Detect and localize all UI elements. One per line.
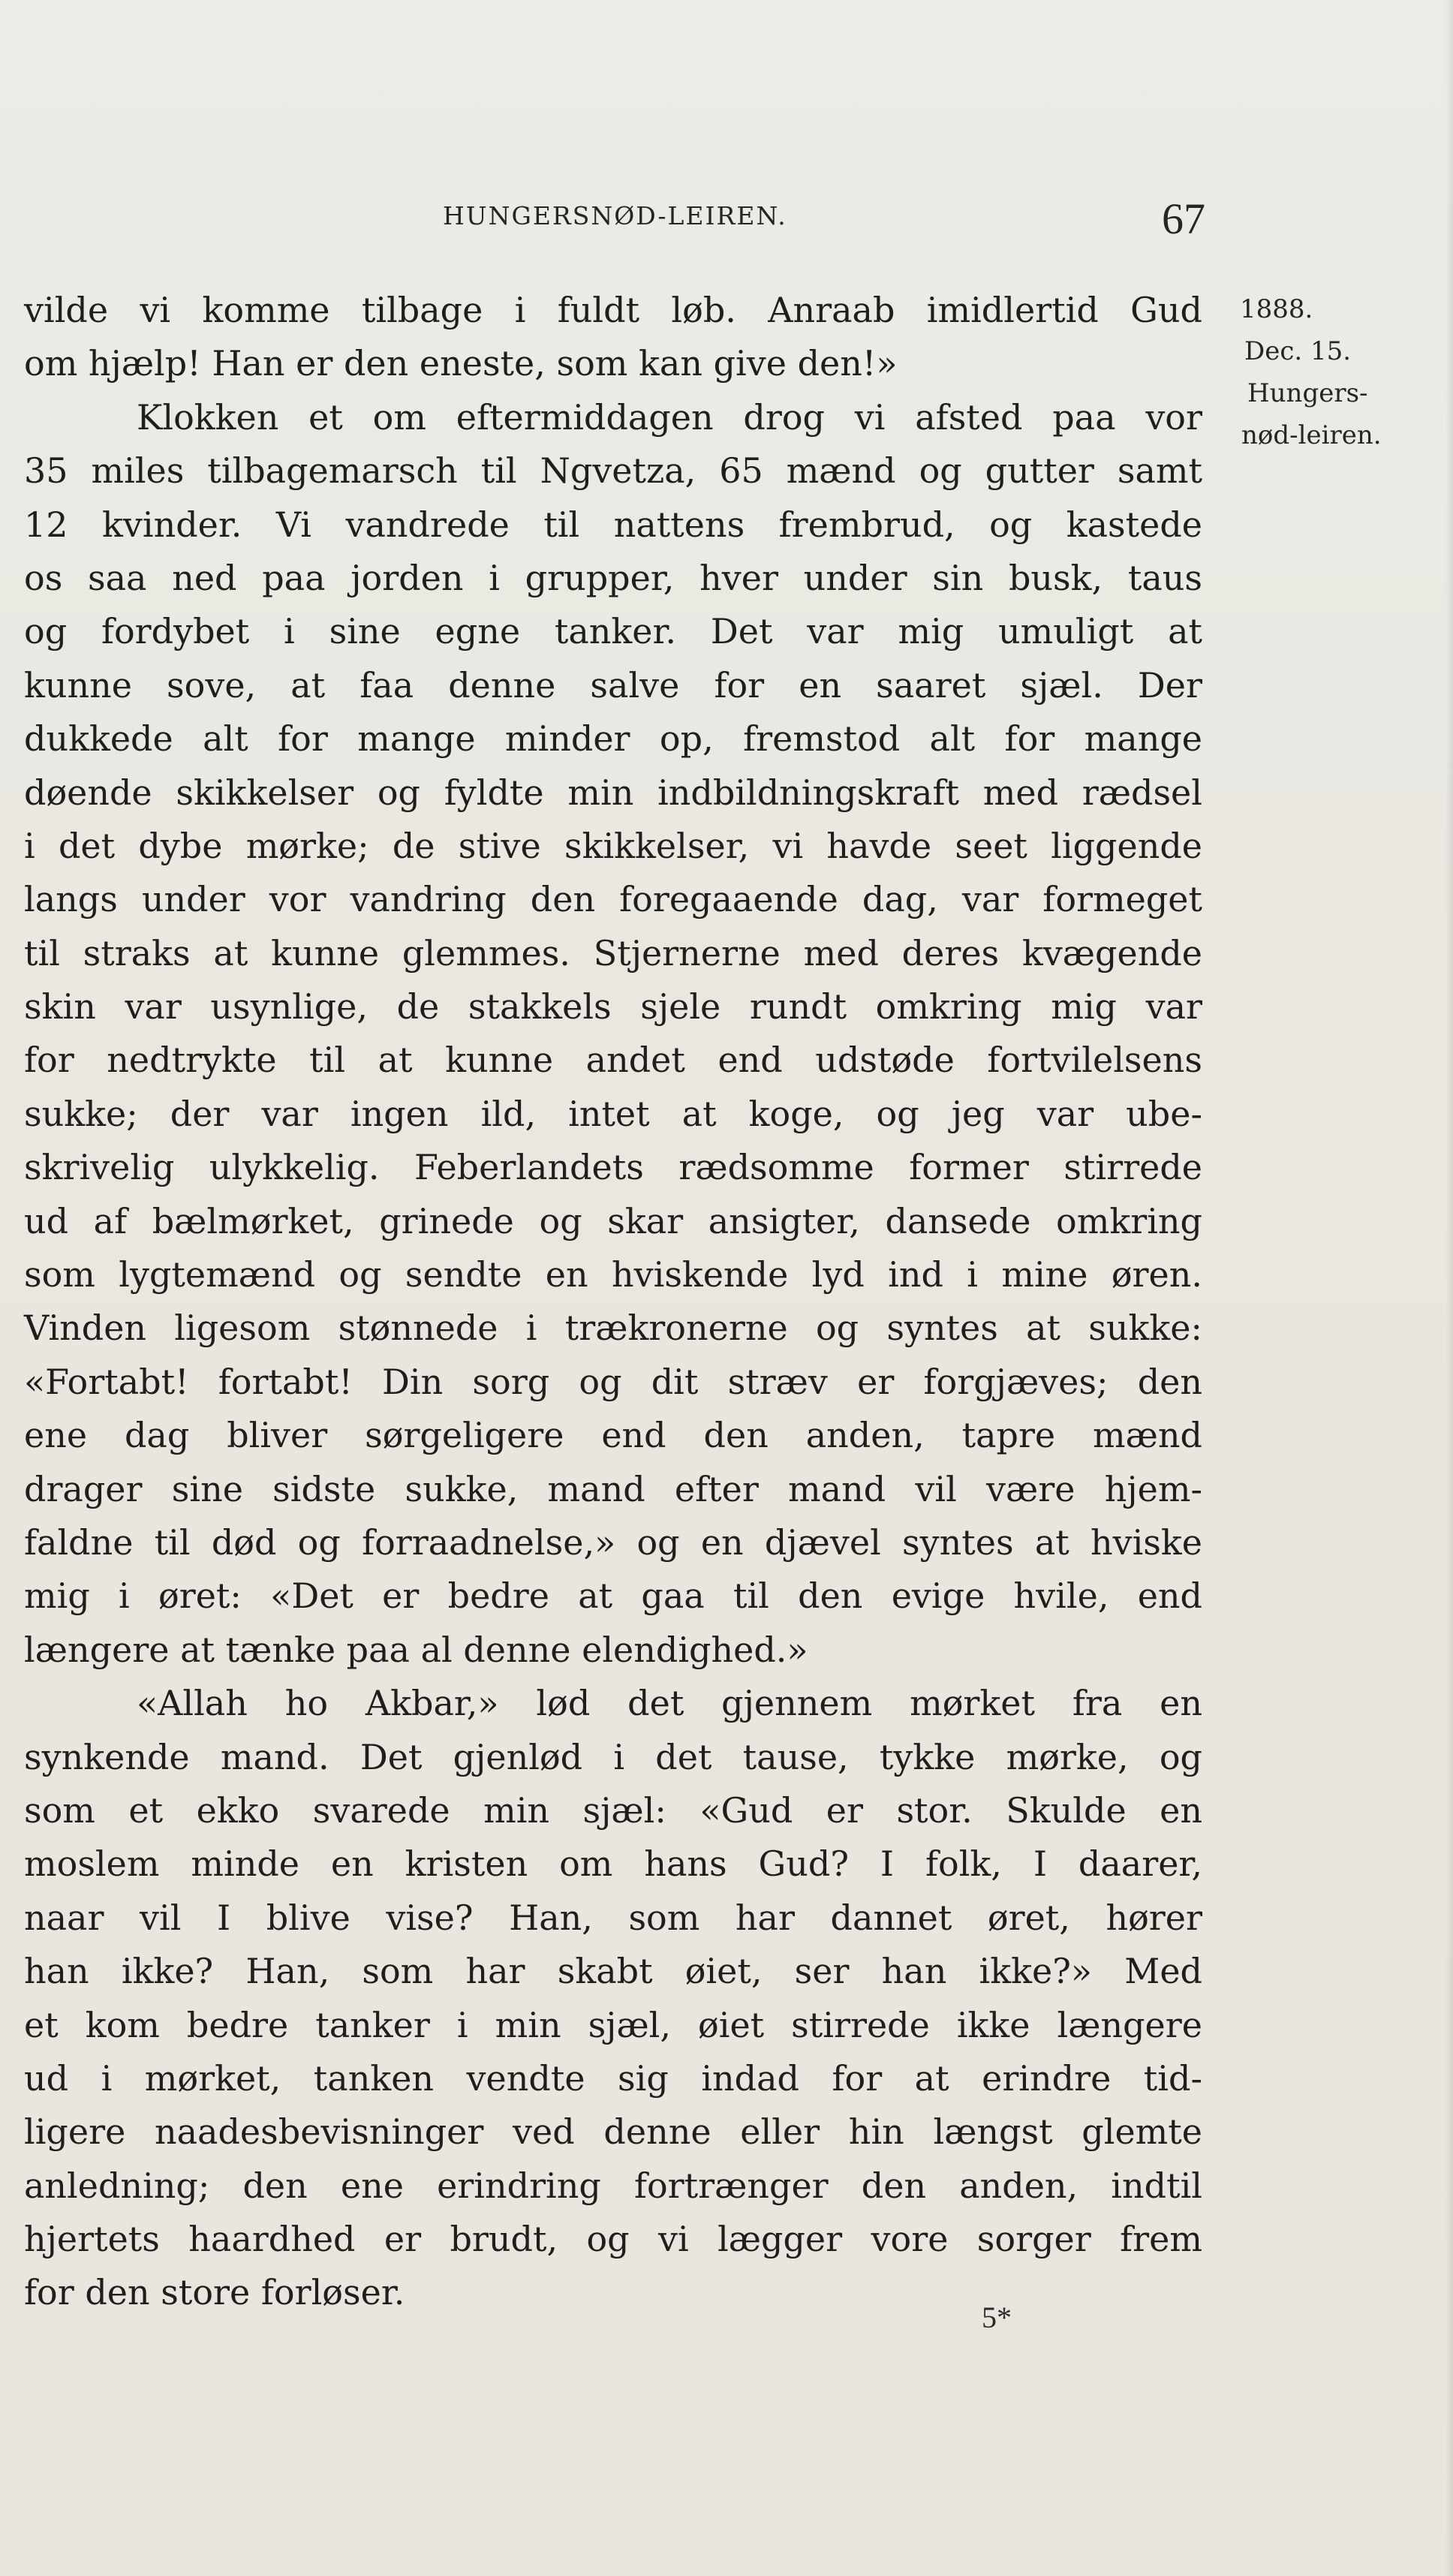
body-text [24,284,1202,2320]
text-line: for nedtrykte til at kunne andet end udstøde fortvilelsens [24,1040,1202,1081]
text-line: et kom bedre tanker i min sjæl, øiet stirrede ikke længere [24,2004,1202,2045]
text-line: skin var usynlige, de stakkels sjele rundt omkring mig var [24,986,1202,1028]
page-number: 67 [1162,194,1205,243]
text-line: faldne til død og forraadnelse,» og en djævel syntes at hviske [24,1521,1202,1563]
text-line: for den store forløser. [24,2272,405,2313]
text-line: os saa ned paa jorden i grupper, hver under sin busk, taus [24,557,1202,598]
text-line: i det dybe mørke; de stive skikkelser, vi havde seet liggende [24,825,1202,866]
text-line: Vinden ligesom stønnede i trækronerne og syntes at sukke: [24,1308,1202,1349]
text-line: skrivelig ulykkelig. Feberlandets rædsomme former stirrede [24,1147,1202,1188]
text-line: Klokken et om eftermiddagen drog vi afsted paa vor [137,396,1202,438]
page-edge-shadow [1445,0,1453,2576]
text-line: hjertets haardhed er brudt, og vi lægger vore sorger frem [24,2219,1202,2260]
text-line: synkende mand. Det gjenlød i det tause, tykke mørke, og [24,1736,1202,1777]
margin-note-year: 1888. [1240,294,1313,324]
text-line: 12 kvinder. Vi vandrede til nattens frembrud, og kastede [24,504,1202,545]
text-line: «Fortabt! fortabt! Din sorg og dit stræv er forgjæves; den [24,1361,1202,1402]
text-line: 35 miles tilbagemarsch til Ngvetza, 65 mænd og gutter samt [24,450,1202,492]
text-line: ligere naadesbevisninger ved denne eller hin længst glemte [24,2111,1202,2153]
text-line: drager sine sidste sukke, mand efter mand vil være hjem- [24,1468,1202,1509]
text-line: ene dag bliver sørgeligere end den anden, tapre mænd [24,1415,1202,1456]
text-line: langs under vor vandring den foregaaende dag, var formeget [24,879,1202,920]
margin-note [1240,288,1427,456]
text-line: ud af bælmørket, grinede og skar ansigter, dansede omkring [24,1200,1202,1241]
text-line: døende skikkelser og fyldte min indbildningskraft med rædsel [24,772,1202,813]
text-line: kunne sove, at faa denne salve for en saaret sjæl. Der [24,664,1202,706]
text-line: «Allah ho Akbar,» lød det gjennem mørket fra en [137,1683,1202,1724]
text-line: og fordybet i sine egne tanker. Det var mig umuligt at [24,611,1202,652]
signature-mark: 5* [982,2301,1012,2334]
text-line: anledning; den ene erindring fortrænger den anden, indtil [24,2165,1202,2206]
text-line: naar vil I blive vise? Han, som har dannet øret, hører [24,1897,1202,1938]
text-line: til straks at kunne glemmes. Stjernerne med deres kvægende [24,932,1202,974]
text-line: som lygtemænd og sendte en hviskende lyd ind i mine øren. [24,1254,1202,1296]
text-line: vilde vi komme tilbage i fuldt løb. Anraab imidlertid Gud [24,290,1202,330]
text-line: om hjælp! Han er den eneste, som kan give den!» [24,343,898,384]
text-line: som et ekko svarede min sjæl: «Gud er stor. Skulde en [24,1789,1202,1831]
text-line: mig i øret: «Det er bedre at gaa til den evige hvile, end [24,1575,1202,1617]
running-head-title: HUNGERSNØD-LEIREN. [443,201,787,230]
text-line: længere at tænke paa al denne elendighed.» [24,1629,808,1670]
margin-note-topic-cont: nød-leiren. [1241,420,1382,450]
text-line: dukkede alt for mange minder op, fremstod alt for mange [24,718,1202,760]
text-line: ud i mørket, tanken vendte sig indad for at erindre tid- [24,2057,1202,2099]
margin-note-topic: Hungers- [1247,378,1368,408]
margin-note-date: Dec. 15. [1244,336,1352,366]
text-line: han ikke? Han, som har skabt øiet, ser han ikke?» Med [24,1951,1202,1992]
running-head [0,194,1453,243]
text-line: sukke; der var ingen ild, intet at koge, og jeg var ube- [24,1093,1202,1134]
text-line: moslem minde en kristen om hans Gud? I folk, I daarer, [24,1843,1202,1885]
